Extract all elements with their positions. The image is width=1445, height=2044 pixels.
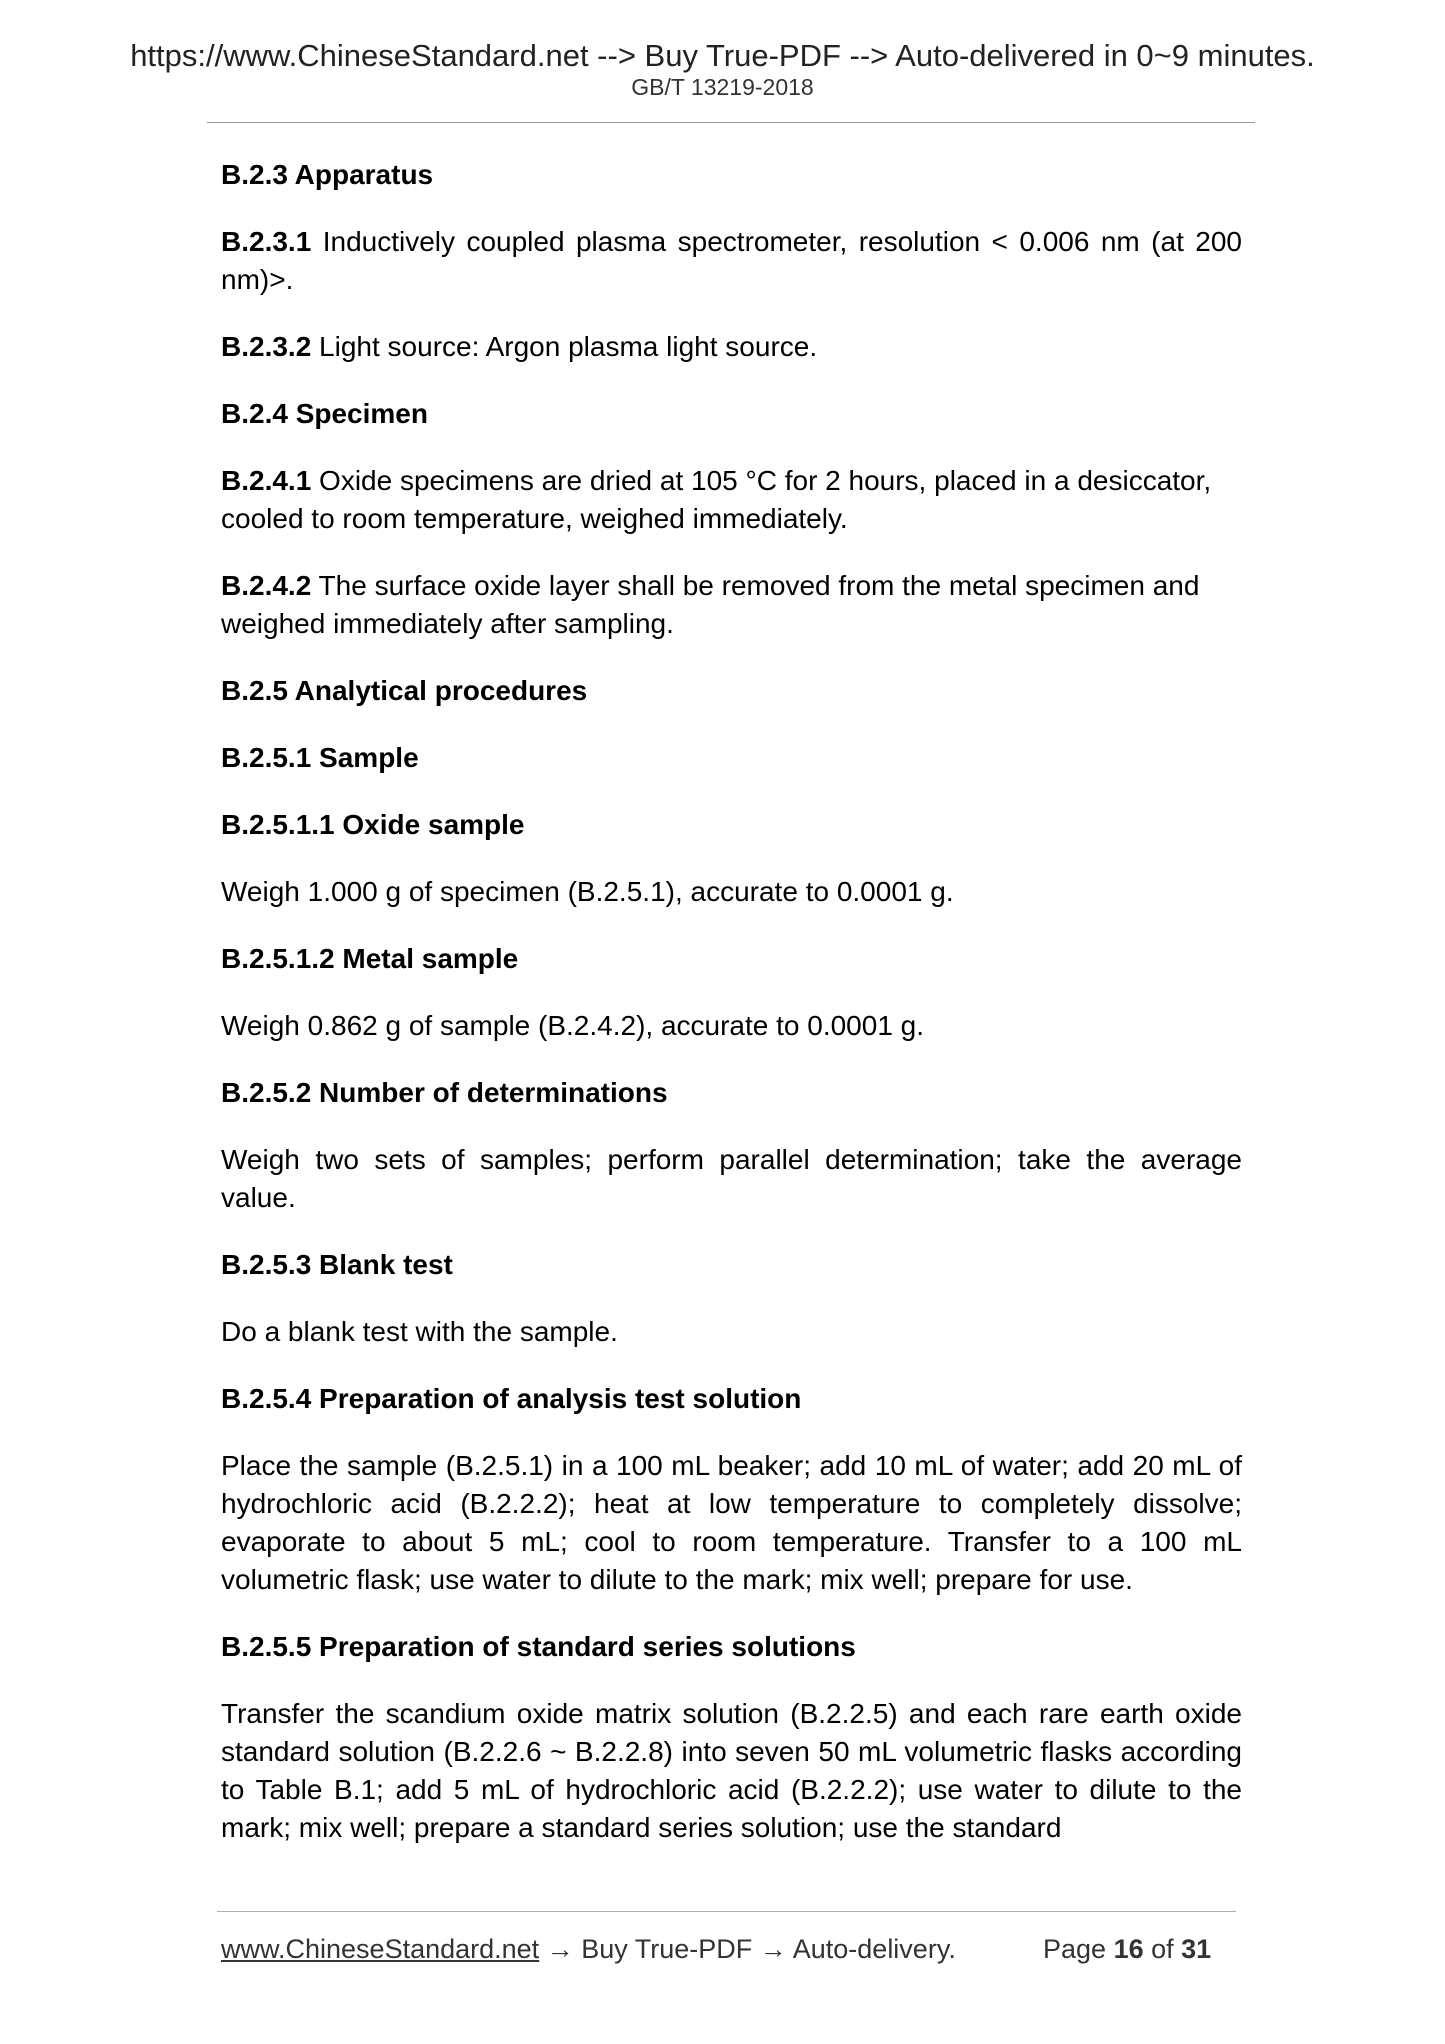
- footer-divider: [217, 1911, 1236, 1912]
- paragraph-b253: Do a blank test with the sample.: [221, 1316, 618, 1347]
- section-heading-b253: B.2.5.3 Blank test: [221, 1249, 453, 1280]
- of-label: of: [1143, 1934, 1182, 1964]
- clause-text: Inductively coupled plasma spectrometer, resolution < 0.006 nm (at 200 nm)>.: [221, 226, 1242, 295]
- header-divider: [207, 122, 1255, 123]
- standard-code: GB/T 13219-2018: [631, 74, 814, 100]
- clause-text: Oxide specimens are dried at 105 °C for 2 hours, placed in a desiccator, cooled to room temperature, weighed immediately.: [221, 465, 1212, 534]
- paragraph-b252: Weigh two sets of samples; perform parallel determination; take the average value.: [221, 1144, 1242, 1213]
- page-label: Page: [1043, 1934, 1114, 1964]
- clause-number: B.2.3.1: [221, 226, 312, 257]
- paragraph-b2512: Weigh 0.862 g of sample (B.2.4.2), accurate to 0.0001 g.: [221, 1010, 925, 1041]
- paragraph-b232: [221, 328, 1242, 366]
- total-pages: 31: [1181, 1934, 1212, 1964]
- footer-promo: [221, 1934, 956, 1965]
- clause-number: B.2.4.1: [221, 465, 312, 496]
- paragraph-b2511: Weigh 1.000 g of specimen (B.2.5.1), accurate to 0.0001 g.: [221, 876, 954, 907]
- section-heading-b252: B.2.5.2 Number of determinations: [221, 1077, 668, 1108]
- paragraph-b255: Transfer the scandium oxide matrix solution (B.2.2.5) and each rare earth oxide standard solution (B.2.2.6 ~ B.2.2.8) into seven 50 mL volumetric flasks according to Table B.1; add 5 mL of hydrochloric acid (B.2.2.2); use water to dilute to the mark; mix well; prepare a standard series solution; use the standard: [221, 1698, 1242, 1843]
- clause-text: The surface oxide layer shall be removed from the metal specimen and weighed immediately after sampling.: [221, 570, 1200, 639]
- clause-number: B.2.3.2: [221, 331, 312, 362]
- section-heading-b23: B.2.3 Apparatus: [221, 159, 434, 190]
- clause-text: Light source: Argon plasma light source.: [311, 331, 818, 362]
- paragraph-b231: [221, 223, 1242, 299]
- section-heading-b25: B.2.5 Analytical procedures: [221, 675, 588, 706]
- paragraph-b241: [221, 462, 1242, 538]
- clause-number: B.2.4.2: [221, 570, 312, 601]
- section-heading-b2511: B.2.5.1.1 Oxide sample: [221, 809, 525, 840]
- page-indicator: [1043, 1934, 1211, 1965]
- paragraph-b242: [221, 567, 1242, 643]
- site-link[interactable]: www.ChineseStandard.net: [221, 1934, 540, 1964]
- document-body: [221, 156, 1242, 1876]
- paragraph-b254: Place the sample (B.2.5.1) in a 100 mL beaker; add 10 mL of water; add 20 mL of hydrochloric acid (B.2.2.2); heat at low temperature to completely dissolve; evaporate to about 5 mL; cool to room temperature. Transfer to a 100 mL volumetric flask; use water to dilute to the mark; mix well; prepare for use.: [221, 1450, 1242, 1595]
- section-heading-b255: B.2.5.5 Preparation of standard series solutions: [221, 1631, 856, 1662]
- footer-promo-text: → Buy True-PDF → Auto-delivery.: [539, 1934, 956, 1964]
- section-heading-b2512: B.2.5.1.2 Metal sample: [221, 943, 519, 974]
- header-url-line: https://www.ChineseStandard.net --> Buy True-PDF --> Auto-delivered in 0~9 minutes.: [130, 38, 1315, 73]
- section-heading-b254: B.2.5.4 Preparation of analysis test solution: [221, 1383, 802, 1414]
- section-heading-b24: B.2.4 Specimen: [221, 398, 428, 429]
- page-number: 16: [1113, 1934, 1144, 1964]
- section-heading-b251: B.2.5.1 Sample: [221, 742, 419, 773]
